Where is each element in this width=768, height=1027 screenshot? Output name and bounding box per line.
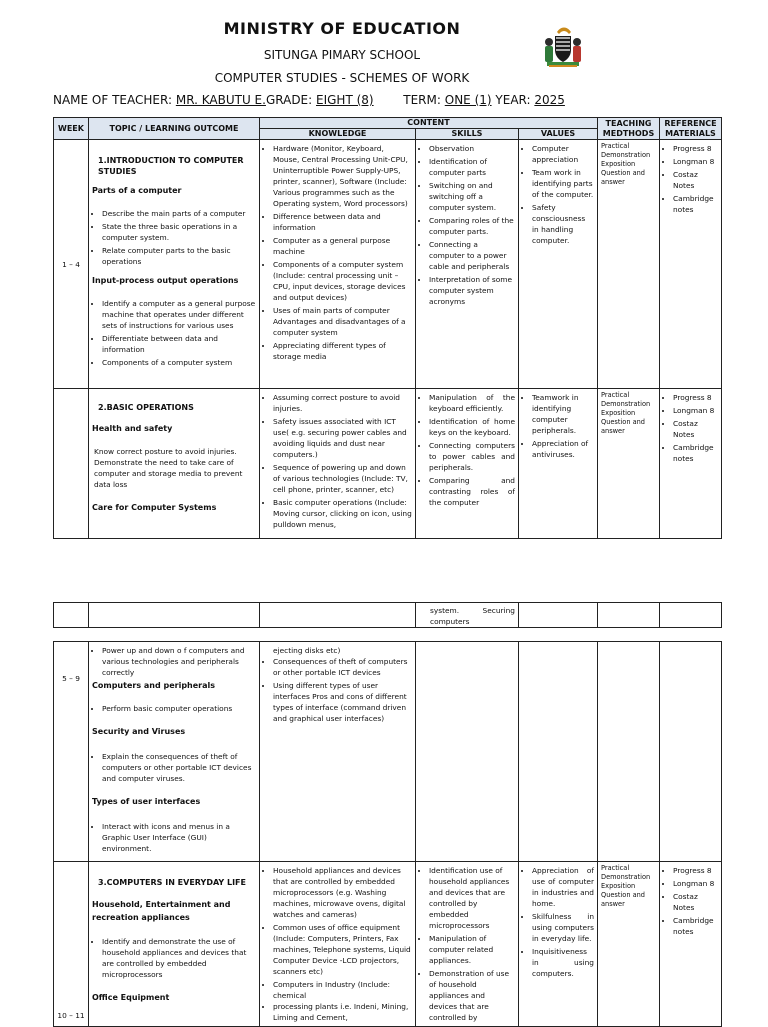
scheme-table-continuation (53, 602, 722, 628)
row1-week: 1 – 4 (54, 140, 89, 389)
list-item: • Relate computer parts to the basic operations (102, 245, 256, 267)
method-item: Question and answer (601, 418, 645, 435)
list-item: • Cambridge notes (673, 915, 718, 937)
list-item: • Teamwork in identifying computer peripherals. (532, 392, 594, 436)
method-item: Exposition (601, 160, 636, 168)
row3-knowledge (260, 642, 416, 862)
list-item: • Longman 8 (673, 405, 718, 416)
list-item: • Identify and demonstrate the use of household appliances and devices that are controlled by embedded microprocessors (102, 936, 256, 980)
list-item: • Identification of home keys on the keyboard. (429, 416, 515, 438)
row4-subheading-2: Office Equipment (92, 993, 170, 1002)
row1-skills (416, 140, 519, 389)
list-item: • Safety issues associated with ICT use( e.g. securing power cables and avoiding liquids and dust near computers.) (273, 416, 412, 460)
method-item: Practical (601, 391, 630, 399)
row4-refs (660, 862, 722, 1027)
row2-subheading-1: Health and safety (92, 424, 173, 433)
row3-subheading-2: Security and Viruses (92, 727, 186, 736)
row1-knowledge (260, 140, 416, 389)
row1-subheading-1: Parts of a computer (92, 186, 182, 195)
teacher-value: MR. KABUTU E. (175, 93, 266, 107)
list-item: • Components of a computer system (102, 357, 256, 368)
header-week: WEEK (54, 118, 89, 140)
method-item: Exposition (601, 409, 636, 417)
header-topic: TOPIC / LEARNING OUTCOME (89, 118, 260, 140)
list-item: • Longman 8 (673, 156, 718, 167)
row1-methods (598, 140, 660, 389)
method-item: Demonstration (601, 400, 651, 408)
row1-refs (660, 140, 722, 389)
list-item: • Uses of main parts of computer Advantages and disadvantages of a computer system (273, 305, 412, 338)
document-title: COMPUTER STUDIES - SCHEMES OF WORK (214, 71, 470, 85)
list-item: • Connecting computers to power cables and peripherals. (429, 440, 515, 473)
list-item: • Perform basic computer operations (102, 703, 256, 714)
list-item: • Identification of computer parts (429, 156, 515, 178)
teacher-label: NAME OF TEACHER: (53, 93, 173, 107)
method-item: Demonstration (601, 873, 651, 881)
list-item: • Cambridge notes (673, 442, 718, 464)
list-item: • Difference between data and information (273, 211, 412, 233)
row3-week: 5 – 9 (54, 642, 89, 862)
row1-subheading-2: Input-process output operations (92, 276, 239, 285)
list-item: • Power up and down o f computers and various technologies and peripherals correctly (102, 645, 256, 678)
list-item: • Costaz Notes (673, 418, 718, 440)
header-skills: SKILLS (416, 129, 519, 140)
row3-knowledge-lead: ejecting disks etc) (273, 646, 341, 655)
list-item: • Connecting a computer to a power cable and peripherals (429, 239, 515, 272)
list-item: • Basic computer operations (Include: Moving cursor, clicking on icon, using pulldown menus, (273, 497, 412, 530)
row4-knowledge (260, 862, 416, 1027)
list-item: • Appreciation of use of computer in industries and home. (532, 865, 594, 909)
list-item: • Assuming correct posture to avoid injuries. (273, 392, 412, 414)
list-item: • Comparing and contrasting roles of the computer (429, 475, 515, 508)
row4-topic-heading: 3.COMPUTERS IN EVERYDAY LIFE (98, 878, 246, 887)
list-item: • Progress 8 (673, 143, 718, 154)
grade-label: GRADE: (265, 93, 313, 107)
list-item: • Safety consciousness in handling computer. (532, 202, 594, 246)
list-item: • Longman 8 (673, 878, 718, 889)
list-item: • State the three basic operations in a computer system. (102, 221, 256, 243)
row2-week (54, 389, 89, 539)
method-item: Exposition (601, 882, 636, 890)
scheme-table-2 (53, 641, 722, 1027)
coat-of-arms-icon (539, 22, 587, 70)
list-item: • Skilfulness in using computers in everyday life. (532, 911, 594, 944)
method-item: Demonstration (601, 151, 651, 159)
row4-topic (89, 862, 260, 1027)
school-name: SITUNGA PIMARY SCHOOL (263, 48, 421, 62)
list-item: • Costaz Notes (673, 169, 718, 191)
grade-value: EIGHT (8) (316, 93, 374, 107)
list-item: • Describe the main parts of a computer (102, 208, 256, 219)
list-item: • Identification use of household appliances and devices that are controlled by embedded microprocessors (429, 865, 515, 931)
list-item: • Progress 8 (673, 865, 718, 876)
list-item: • Team work in identifying parts of the computer. (532, 167, 594, 200)
list-item: • Demonstration of use of household appliances and devices that are controlled by (429, 968, 515, 1023)
row1-values (519, 140, 598, 389)
row2-refs (660, 389, 722, 539)
term-label: TERM: (403, 93, 441, 107)
list-item: • Costaz Notes (673, 891, 718, 913)
list-item: • Identify a computer as a general purpose machine that operates under different sets of instructions for various uses (102, 298, 256, 331)
list-item: • Components of a computer system (Include: central processing unit – CPU, input devices, storage devices and output devices) (273, 259, 412, 303)
row4-skills (416, 862, 519, 1027)
row1-topic-heading: 1.INTRODUCTION TO COMPUTER STUDIES (98, 156, 244, 176)
list-item: • Consequences of theft of computers or other portable ICT devices (273, 656, 412, 678)
list-item: • Manipulation of computer related appliances. (429, 933, 515, 966)
row2-paragraph: Know correct posture to avoid injuries. Demonstrate the need to take care of computer and storage media to prevent data loss (94, 447, 243, 489)
row2-skills (416, 389, 519, 539)
list-item: • Computer as a general purpose machine (273, 235, 412, 257)
list-item: • Appreciating different types of storage media (273, 340, 412, 362)
row3-topic (89, 642, 260, 862)
list-item: • Switching on and switching off a computer system. (429, 180, 515, 213)
row2-knowledge (260, 389, 416, 539)
list-item: • Sequence of powering up and down of various technologies (Include: TV, cell phone, printer, scanner, etc) (273, 462, 412, 495)
row2-methods (598, 389, 660, 539)
header-content: CONTENT (260, 118, 598, 129)
row2-values (519, 389, 598, 539)
row4-subheading-1: Household, Entertainment and recreation appliances (92, 900, 231, 922)
row2-topic (89, 389, 260, 539)
scheme-table-1 (53, 117, 722, 539)
list-item: • Comparing roles of the computer parts. (429, 215, 515, 237)
list-item: • Manipulation of the keyboard efficiently. (429, 392, 515, 414)
header-knowledge: KNOWLEDGE (260, 129, 416, 140)
method-item: Practical (601, 864, 630, 872)
header-values: VALUES (519, 129, 598, 140)
list-item: • Common uses of office equipment (Include: Computers, Printers, Fax machines, Telephone systems, Liquid Computer Device -LCD projectors, scanners etc) (273, 922, 412, 977)
list-item: • Interact with icons and menus in a Graphic User Interface (GUI) environment. (102, 821, 256, 854)
row3-subheading-1: Computers and peripherals (92, 681, 216, 690)
year-label: YEAR: (495, 93, 531, 107)
list-item: • Progress 8 (673, 392, 718, 403)
row4-week: 10 – 11 (54, 862, 89, 1027)
row4-values (519, 862, 598, 1027)
method-item: Practical (601, 142, 630, 150)
list-item: • Cambridge notes (673, 193, 718, 215)
cont-skills: system. Securing computers (416, 603, 519, 628)
row4-methods (598, 862, 660, 1027)
header-refs: REFERENCE MATERIALS (660, 118, 722, 140)
list-item: • Computers in Industry (Include: chemical (273, 979, 412, 1001)
list-item: • processing plants i.e. Indeni, Mining, Liming and Cement, (273, 1001, 412, 1023)
year-value: 2025 (534, 93, 565, 107)
list-item: • Explain the consequences of theft of computers or other portable ICT devices and computer viruses. (102, 751, 256, 784)
row2-subheading-2: Care for Computer Systems (92, 503, 217, 512)
list-item: • Household appliances and devices that are controlled by embedded microprocessors (e.g. Washing machines, microwave ovens, digital watches and cameras) (273, 865, 412, 920)
method-item: Question and answer (601, 891, 645, 908)
list-item: • Observation (429, 143, 515, 154)
list-item: • Inquisitiveness in using computers. (532, 946, 594, 979)
method-item: Question and answer (601, 169, 645, 186)
list-item: • Computer appreciation (532, 143, 594, 165)
row1-topic (89, 140, 260, 389)
row2-topic-heading: 2.BASIC OPERATIONS (98, 403, 194, 412)
list-item: • Appreciation of antiviruses. (532, 438, 594, 460)
row3-subheading-3: Types of user interfaces (92, 797, 201, 806)
ministry-title: MINISTRY OF EDUCATION (223, 19, 461, 38)
term-value: ONE (1) (444, 93, 492, 107)
header-methods: TEACHING MEDTHODS (598, 118, 660, 140)
teacher-info-line (53, 93, 565, 107)
list-item: • Hardware (Monitor, Keyboard, Mouse, Central Processing Unit-CPU, Uninterruptible Power Supply-UPS, printer, scanner), Software (Include: Various programmes such as the Operating system, Word processors) (273, 143, 412, 209)
list-item: • Differentiate between data and information (102, 333, 256, 355)
list-item: • Interpretation of some computer system acronyms (429, 274, 515, 307)
list-item: • Using different types of user interfaces Pros and cons of different types of interface (command driven and graphical user interfaces) (273, 680, 412, 724)
